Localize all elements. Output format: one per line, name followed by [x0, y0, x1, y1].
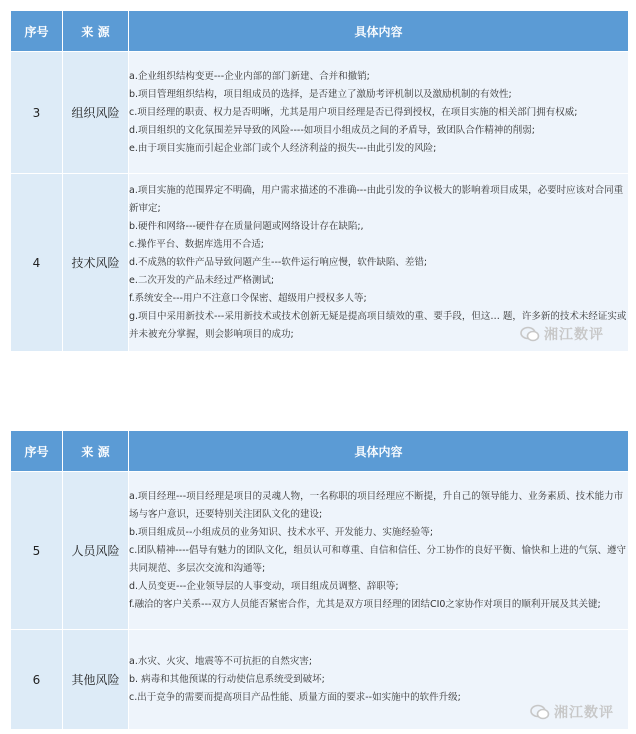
header-source: 来 源 [63, 431, 129, 472]
content-line: c.团队精神----倡导有魅力的团队文化，组员认可和尊重、自信和信任、分工协作的良好平衡、愉快和上进的气氛、遵守共同规范、多层次交流和沟通等; [129, 544, 626, 574]
content-line: e.由于项目实施而引起企业部门或个人经济利益的损失---由此引发的风险; [129, 142, 437, 154]
risk-table-1 [10, 10, 629, 352]
content-line: b. 病毒和其他预谋的行动使信息系统受到破坏; [129, 673, 325, 685]
content-line: d.不成熟的软件产品导致问题产生---软件运行响应慢，软件缺陷、差错; [129, 256, 428, 268]
content-line: c.操作平台、数据库选用不合适; [129, 238, 264, 250]
content-line: b.硬件和网络---硬件存在质量问题或网络设计存在缺陷;, [129, 220, 364, 232]
header-num: 序号 [11, 11, 63, 52]
row-source: 组织风险 [63, 52, 129, 174]
watermark [530, 702, 614, 722]
risk-table-2 [10, 430, 629, 730]
content-line: a.项目经理---项目经理是项目的灵魂人物，一名称职的项目经理应不断提，升自己的领导能力、业务素质、技术能力市场与客户意识，还要特别关注团队文化的建设; [129, 490, 624, 520]
content-line: d.项目组织的文化氛围差异导致的风险----如项目小组成员之间的矛盾导，致团队合作精神的削弱; [129, 124, 535, 136]
header-content: 具体内容 [129, 11, 629, 52]
content-line: c.项目经理的职责、权力是否明晰，尤其是用户项目经理是否已得到授权，在项目实施的相关部门拥有权威; [129, 106, 578, 118]
header-content: 具体内容 [129, 431, 629, 472]
row-num: 6 [11, 630, 63, 730]
content-line: g.项目中采用新技术---采用新技术或技术创新无疑是提高项目绩效的重、要手段，但这… 题，许多新的技术未经证实或并未被充分掌握，则会影响项目的成功; [129, 310, 627, 340]
table-header-row [11, 431, 629, 472]
content-line: a.水灾、火灾、地震等不可抗拒的自然灾害; [129, 655, 313, 667]
row-num: 4 [11, 174, 63, 352]
watermark-text: 湘江数评 [554, 705, 614, 721]
content-line: b.项目组成员--小组成员的业务知识、技术水平、开发能力、实施经验等; [129, 526, 434, 538]
content-line: a.企业组织结构变更---企业内部的部门新建、合并和撤销; [129, 70, 370, 82]
watermark-text: 湘江数评 [544, 327, 604, 343]
table-row [11, 52, 629, 174]
content-line: a.项目实施的范围界定不明确，用户需求描述的不准确---由此引发的争议极大的影响着项目成果，必要时应该对合同重新审定; [129, 184, 624, 214]
content-line: d.人员变更---企业领导层的人事变动，项目组成员调整、辞职等; [129, 580, 399, 592]
table-row [11, 472, 629, 630]
content-line: b.项目管理组织结构，项目组成员的选择，是否建立了激励考评机制以及激励机制的有效性; [129, 88, 512, 100]
content-line: c.出于竞争的需要而提高项目产品性能、质量方面的要求--如实施中的软件升级; [129, 691, 461, 703]
wechat-icon [530, 704, 550, 720]
row-source: 技术风险 [63, 174, 129, 352]
content-line: f.融洽的客户关系---双方人员能否紧密合作，尤其是双方项目经理的团结CI0之家协作对项目的顺利开展及其关键; [129, 598, 601, 610]
header-num: 序号 [11, 431, 63, 472]
content-line: e.二次开发的产品未经过严格测试; [129, 274, 275, 286]
table-header-row [11, 11, 629, 52]
row-num: 5 [11, 472, 63, 630]
content-line: f.系统安全---用户不注意口令保密、超级用户授权多人等; [129, 292, 367, 304]
row-num: 3 [11, 52, 63, 174]
watermark [520, 324, 604, 344]
row-source: 人员风险 [63, 472, 129, 630]
header-source: 来 源 [63, 11, 129, 52]
wechat-icon [520, 326, 540, 342]
row-content [129, 52, 629, 174]
row-source: 其他风险 [63, 630, 129, 730]
row-content [129, 472, 629, 630]
